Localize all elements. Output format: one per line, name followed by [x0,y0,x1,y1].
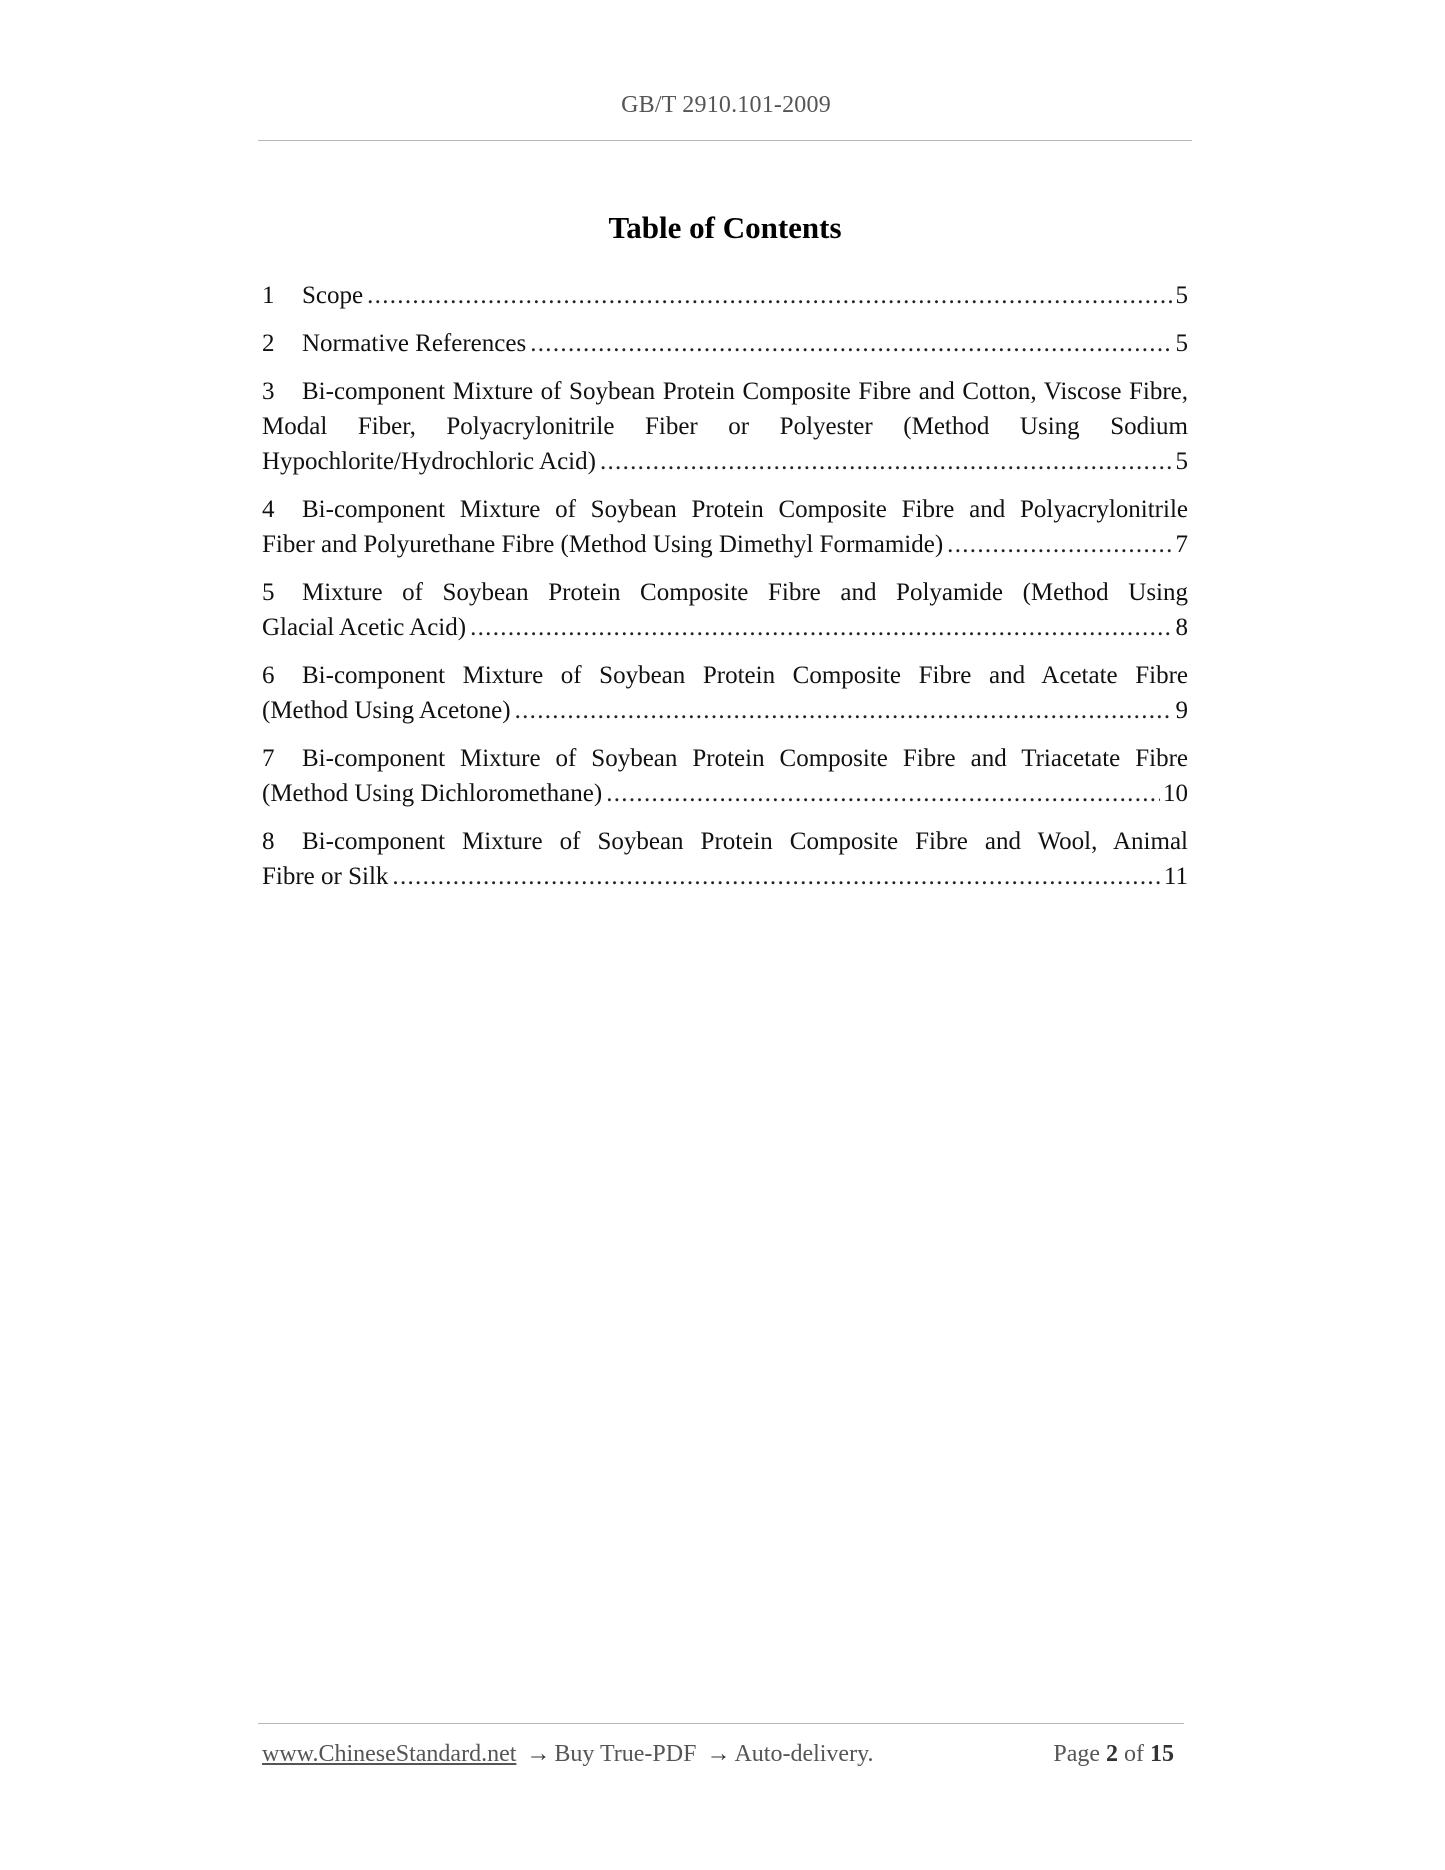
toc-entry-last-line [262,776,1188,811]
toc-entry-number: 1 [262,282,275,309]
toc-entry[interactable] [262,824,1188,894]
toc-page-number: 8 [1175,614,1188,641]
toc-entry-text: Bi-component Mixture of Soybean Protein Composite Fibre and Acetate Fibre [302,662,1188,689]
toc-entry-lead [262,776,602,811]
footer-step-buy: Buy True-PDF [554,1741,697,1767]
toc-entry-last-line [262,610,1188,645]
dot-leader [367,278,1172,313]
current-page-number: 2 [1106,1741,1118,1767]
dot-leader [515,693,1173,728]
toc-entry-lead [262,444,596,479]
toc-entry-first-line [262,824,1188,859]
toc-page-number: 5 [1175,448,1188,475]
toc-entry-lead [262,527,943,562]
toc-entry[interactable] [262,658,1188,728]
toc-entry-first-line [262,575,1188,610]
toc-entry-lead [262,278,363,313]
right-arrow-icon: → [526,1741,551,1767]
toc-entry-number: 6 [262,662,275,689]
toc-entry-first-line [262,492,1188,527]
toc-entry-text: Fiber and Polyurethane Fibre (Method Using Dimethyl Formamide) [262,531,944,558]
toc-page-number: 11 [1163,863,1188,890]
toc-entry-first-line [262,741,1188,776]
toc-entry-last-line [262,278,1188,313]
toc-entry-number: 5 [262,579,275,606]
toc-entry-last-line [262,527,1188,562]
page-indicator [1053,1741,1180,1768]
toc-entry-lead [262,859,388,894]
toc-entry-last-line [262,693,1188,728]
footer-divider [258,1723,1184,1724]
dot-leader [530,326,1172,361]
footer-step-delivery: Auto-delivery. [734,1741,874,1767]
toc-entry-text: Scope [302,282,364,309]
total-pages-number: 15 [1150,1741,1174,1767]
toc-page-number: 5 [1175,330,1188,357]
right-arrow-icon: → [706,1741,731,1767]
toc-entry[interactable] [262,492,1188,562]
dot-leader [606,776,1160,811]
toc-entry-number: 3 [262,378,275,405]
toc-entry-text: Glacial Acetic Acid) [262,614,467,641]
toc-entry-text: Bi-component Mixture of Soybean Protein Composite Fibre and Cotton, Viscose Fibre, Modal Fiber, Polyacrylonitrile Fiber or Polyester (Method Using Sodium [262,378,1188,440]
toc-entry-number: 2 [262,330,275,357]
toc-entry[interactable] [262,326,1188,361]
toc-entry-last-line [262,859,1188,894]
toc-entry-number: 4 [262,496,275,523]
toc-entry[interactable] [262,741,1188,811]
table-of-contents [262,278,1188,907]
document-header-code: GB/T 2910.101-2009 [621,92,831,118]
toc-entry-text: Normative References [302,330,527,357]
page-label: Page [1053,1741,1100,1767]
toc-page-number: 9 [1175,697,1188,724]
toc-entry[interactable] [262,374,1188,479]
toc-entry-text: Bi-component Mixture of Soybean Protein Composite Fibre and Polyacrylonitrile [302,496,1188,523]
toc-entry-first-line [262,374,1188,444]
dot-leader [600,444,1173,479]
header-divider [258,140,1192,141]
toc-entry[interactable] [262,278,1188,313]
toc-title: Table of Contents [608,210,842,245]
toc-entry-first-line [262,658,1188,693]
dot-leader [392,859,1161,894]
toc-page-number: 5 [1175,282,1188,309]
toc-page-number: 7 [1175,531,1188,558]
toc-entry[interactable] [262,575,1188,645]
of-label: of [1124,1741,1144,1767]
toc-entry-number: 8 [262,828,275,855]
toc-entry-text: Bi-component Mixture of Soybean Protein Composite Fibre and Wool, Animal [302,828,1188,855]
toc-entry-lead [262,693,511,728]
toc-entry-text: Mixture of Soybean Protein Composite Fibre and Polyamide (Method Using [302,579,1188,606]
toc-entry-text: Fibre or Silk [262,863,389,890]
toc-entry-text: Bi-component Mixture of Soybean Protein Composite Fibre and Triacetate Fibre [302,745,1188,772]
toc-entry-lead [262,326,526,361]
toc-page-number: 10 [1163,780,1188,807]
toc-entry-text: Hypochlorite/Hydrochloric Acid) [262,448,596,475]
toc-entry-text: (Method Using Dichloromethane) [262,780,603,807]
toc-entry-last-line [262,444,1188,479]
website-link[interactable]: www.ChineseStandard.net [262,1741,517,1767]
toc-entry-lead [262,610,466,645]
dot-leader [947,527,1172,562]
footer-promo [262,1741,874,1768]
toc-entry-last-line [262,326,1188,361]
toc-entry-number: 7 [262,745,275,772]
toc-entry-text: (Method Using Acetone) [262,697,511,724]
dot-leader [470,610,1172,645]
